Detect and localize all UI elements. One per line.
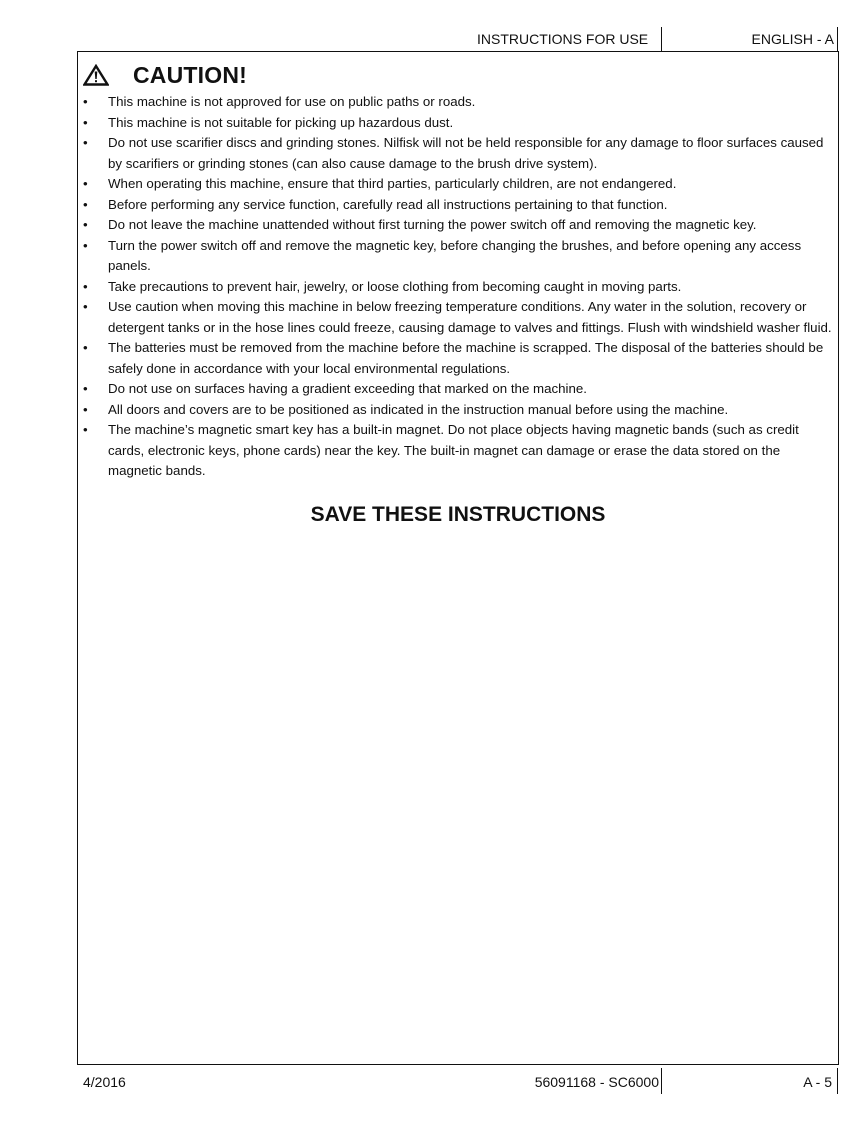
bullet-marker: • — [83, 196, 88, 212]
caution-item — [83, 338, 835, 379]
caution-item — [83, 215, 835, 236]
caution-item — [83, 297, 835, 338]
caution-item-text: When operating this machine, ensure that third parties, particularly children, are not endangered. — [108, 176, 677, 191]
caution-item — [83, 174, 835, 195]
bullet-marker: • — [83, 340, 88, 355]
caution-item-text: All doors and covers are to be positioned as indicated in the instruction manual before using the machine. — [108, 401, 729, 417]
page-footer — [77, 1068, 838, 1094]
caution-item-text: Turn the power switch off and remove the magnetic key, before changing the brushes, and before opening any access panels. — [108, 237, 802, 273]
caution-item — [83, 195, 835, 216]
bullet-marker: • — [83, 381, 88, 396]
header-section-title: INSTRUCTIONS FOR USE — [477, 31, 649, 47]
caution-title: CAUTION! — [133, 61, 248, 88]
footer-document-number: 56091168 - SC6000 — [534, 1074, 659, 1090]
header-right-rule — [837, 27, 838, 51]
bullet-marker: • — [83, 217, 88, 232]
caution-item — [83, 92, 835, 113]
bullet-marker: • — [83, 422, 88, 437]
footer-page-number: A - 5 — [803, 1074, 832, 1090]
caution-heading — [83, 60, 247, 90]
caution-item-text: The machine’s magnetic smart key has a built-in magnet. Do not place objects having magnetic bands (such as credit cards, electronic keys, phone cards) near the key. The built-in magnet can damage or erase the data stored on the magnetic bands. — [108, 422, 799, 478]
footer-right-rule — [837, 1068, 838, 1094]
header-language: ENGLISH - A — [751, 31, 834, 47]
footer-divider — [661, 1068, 662, 1094]
caution-item-text: Do not use on surfaces having a gradient exceeding that marked on the machine. — [108, 381, 587, 396]
caution-list — [83, 92, 835, 482]
bullet-marker: • — [83, 114, 88, 130]
caution-item-text: Before performing any service function, carefully read all instructions pertaining to that function. — [108, 196, 668, 212]
caution-item — [83, 236, 835, 277]
caution-item-text: Use caution when moving this machine in below freezing temperature conditions. Any water in the solution, recovery or detergent tanks or in the hose lines could freeze, causing damage to valves and fittings. Flush with windshield washer fluid. — [108, 299, 832, 335]
caution-item — [83, 420, 835, 482]
header-divider — [661, 27, 662, 51]
caution-item — [83, 277, 835, 298]
bullet-marker: • — [83, 401, 88, 417]
caution-item-text: Take precautions to prevent hair, jewelry, or loose clothing from becoming caught in moving parts. — [108, 278, 682, 294]
caution-item — [83, 379, 835, 400]
caution-item — [83, 400, 835, 421]
caution-item — [83, 133, 835, 174]
frame-bottom-rule — [77, 1064, 839, 1065]
bullet-marker: • — [83, 237, 88, 253]
save-instructions-heading: SAVE THESE INSTRUCTIONS — [310, 503, 606, 526]
footer-date: 4/2016 — [83, 1074, 126, 1090]
bullet-marker: • — [83, 278, 88, 294]
caution-item-text: Do not leave the machine unattended without first turning the power switch off and removing the magnetic key. — [108, 217, 757, 232]
bullet-marker: • — [83, 135, 88, 150]
page-header — [77, 27, 838, 51]
bullet-marker: • — [83, 176, 88, 191]
caution-item-text: The batteries must be removed from the machine before the machine is scrapped. The disposal of the batteries should be safely done in accordance with your local environmental regulations. — [108, 340, 824, 376]
caution-item-text: This machine is not suitable for picking up hazardous dust. — [108, 114, 454, 130]
caution-item-text: This machine is not approved for use on public paths or roads. — [108, 94, 476, 109]
caution-item — [83, 113, 835, 134]
bullet-marker: • — [83, 299, 88, 314]
caution-item-text: Do not use scarifier discs and grinding stones. Nilfisk will not be held responsible for any damage to floor surfaces caused by scarifiers or grinding stones (can also cause damage to the brush drive system). — [108, 135, 824, 171]
warning-triangle-icon — [83, 64, 109, 86]
bullet-marker: • — [83, 94, 88, 109]
